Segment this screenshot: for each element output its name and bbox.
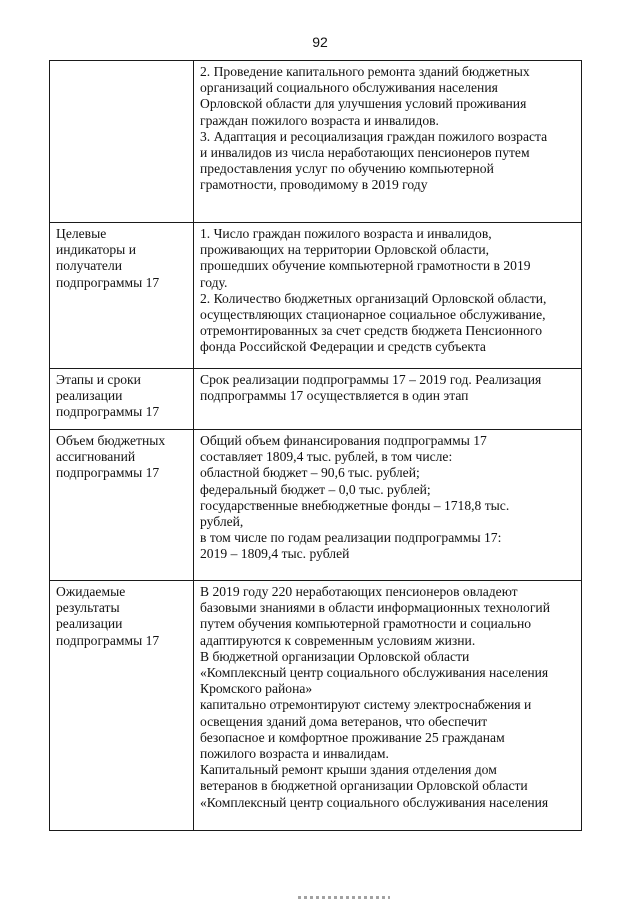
- row-label-cell: [50, 61, 194, 223]
- content-line: рублей,: [200, 514, 244, 530]
- content-line: прошедших обучение компьютерной грамотности в 2019: [200, 258, 531, 274]
- content-line: составляет 1809,4 тыс. рублей, в том числе:: [200, 449, 453, 465]
- content-line: Орловской области для улучшения условий проживания: [200, 96, 527, 112]
- content-line: Капитальный ремонт крыши здания отделения дом: [200, 762, 497, 778]
- content-line: В 2019 году 220 неработающих пенсионеров овладеют: [200, 584, 518, 599]
- content-line: В бюджетной организации Орловской области: [200, 648, 470, 664]
- label-line: реализации: [56, 616, 123, 632]
- content-line: осуществляющих стационарное социальное обслуживание,: [200, 307, 546, 323]
- label-line: подпрограммы 17: [56, 632, 160, 648]
- content-line: подпрограммы 17 осуществляется в один этап: [200, 388, 469, 404]
- row-content-cell: [194, 223, 582, 369]
- content-line: в том числе по годам реализации подпрограммы 17:: [200, 530, 502, 546]
- row-content-cell: [194, 581, 582, 831]
- label-line: результаты: [56, 600, 120, 616]
- content-line: базовыми знаниями в области информационных технологий: [200, 600, 550, 616]
- label-line: подпрограммы 17: [56, 274, 160, 290]
- content-line: адаптируются к современным условиям жизни.: [200, 632, 476, 648]
- content-line: отремонтированных за счет средств бюджета Пенсионного: [200, 323, 543, 339]
- content-line: 2019 – 1809,4 тыс. рублей: [200, 546, 350, 562]
- content-line: Кромского района»: [200, 681, 313, 697]
- label-line: получатели: [56, 258, 123, 274]
- label-line: Ожидаемые: [56, 584, 126, 599]
- content-line: областной бюджет – 90,6 тыс. рублей;: [200, 465, 420, 481]
- content-line: проживающих на территории Орловской области,: [200, 242, 490, 258]
- content-line: 2. Проведение капитального ремонта зданий бюджетных: [200, 64, 530, 79]
- content-line: федеральный бюджет – 0,0 тыс. рублей;: [200, 481, 431, 497]
- content-line: Общий объем финансирования подпрограммы 17: [200, 433, 487, 448]
- label-line: Этапы и сроки: [56, 372, 141, 387]
- row-label-cell: [50, 430, 194, 581]
- row-content-cell: [194, 61, 582, 223]
- label-line: реализации: [56, 388, 123, 404]
- content-line: «Комплексный центр социального обслуживания населения: [200, 794, 549, 810]
- label-line: подпрограммы 17: [56, 404, 160, 420]
- content-line: государственные внебюджетные фонды – 1718,8 тыс.: [200, 497, 510, 513]
- scan-edge-artifact: [298, 896, 390, 899]
- label-line: Целевые: [56, 226, 107, 241]
- row-label-cell: [50, 581, 194, 831]
- content-line: и инвалидов из числа неработающих пенсионеров путем: [200, 145, 530, 161]
- content-line: году.: [200, 274, 228, 290]
- label-line: индикаторы и: [56, 242, 136, 258]
- row-content-cell: [194, 430, 582, 581]
- content-line: капитально отремонтируют систему электроснабжения и: [200, 697, 532, 713]
- table-row: [50, 61, 582, 223]
- content-line: «Комплексный центр социального обслуживания населения: [200, 665, 549, 681]
- content-line: фонда Российской Федерации и средств субъекта: [200, 339, 486, 355]
- content-line: Срок реализации подпрограммы 17 – 2019 год. Реализация: [200, 372, 542, 387]
- content-line: организаций социального обслуживания населения: [200, 80, 498, 96]
- content-line: граждан пожилого возраста и инвалидов.: [200, 112, 439, 128]
- content-line: путем обучения компьютерной грамотности и социально: [200, 616, 532, 632]
- table-body: [50, 61, 582, 831]
- content-line: безопасное и комфортное проживание 25 гражданам: [200, 729, 505, 745]
- label-line: Объем бюджетных: [56, 433, 166, 448]
- content-line: предоставления услуг по обучению компьютерной: [200, 161, 494, 177]
- content-line: пожилого возраста и инвалидам.: [200, 746, 389, 762]
- table-row: [50, 369, 582, 430]
- row-content-cell: [194, 369, 582, 430]
- table-row: [50, 581, 582, 831]
- content-line: 2. Количество бюджетных организаций Орловской области,: [200, 290, 547, 306]
- table-row: [50, 430, 582, 581]
- row-label-cell: [50, 223, 194, 369]
- row-label-cell: [50, 369, 194, 430]
- content-line: грамотности, проводимому в 2019 году: [200, 177, 428, 193]
- content-line: 1. Число граждан пожилого возраста и инвалидов,: [200, 226, 492, 241]
- content-line: 3. Адаптация и ресоциализация граждан пожилого возраста: [200, 128, 548, 144]
- label-line: ассигнований: [56, 449, 136, 465]
- content-line: освещения зданий дома ветеранов, что обеспечит: [200, 713, 488, 729]
- content-line: ветеранов в бюджетной организации Орловской области: [200, 778, 528, 794]
- table-row: [50, 223, 582, 369]
- subprogram-passport-table: [49, 60, 582, 831]
- page-number: 92: [312, 34, 328, 50]
- label-line: подпрограммы 17: [56, 465, 160, 481]
